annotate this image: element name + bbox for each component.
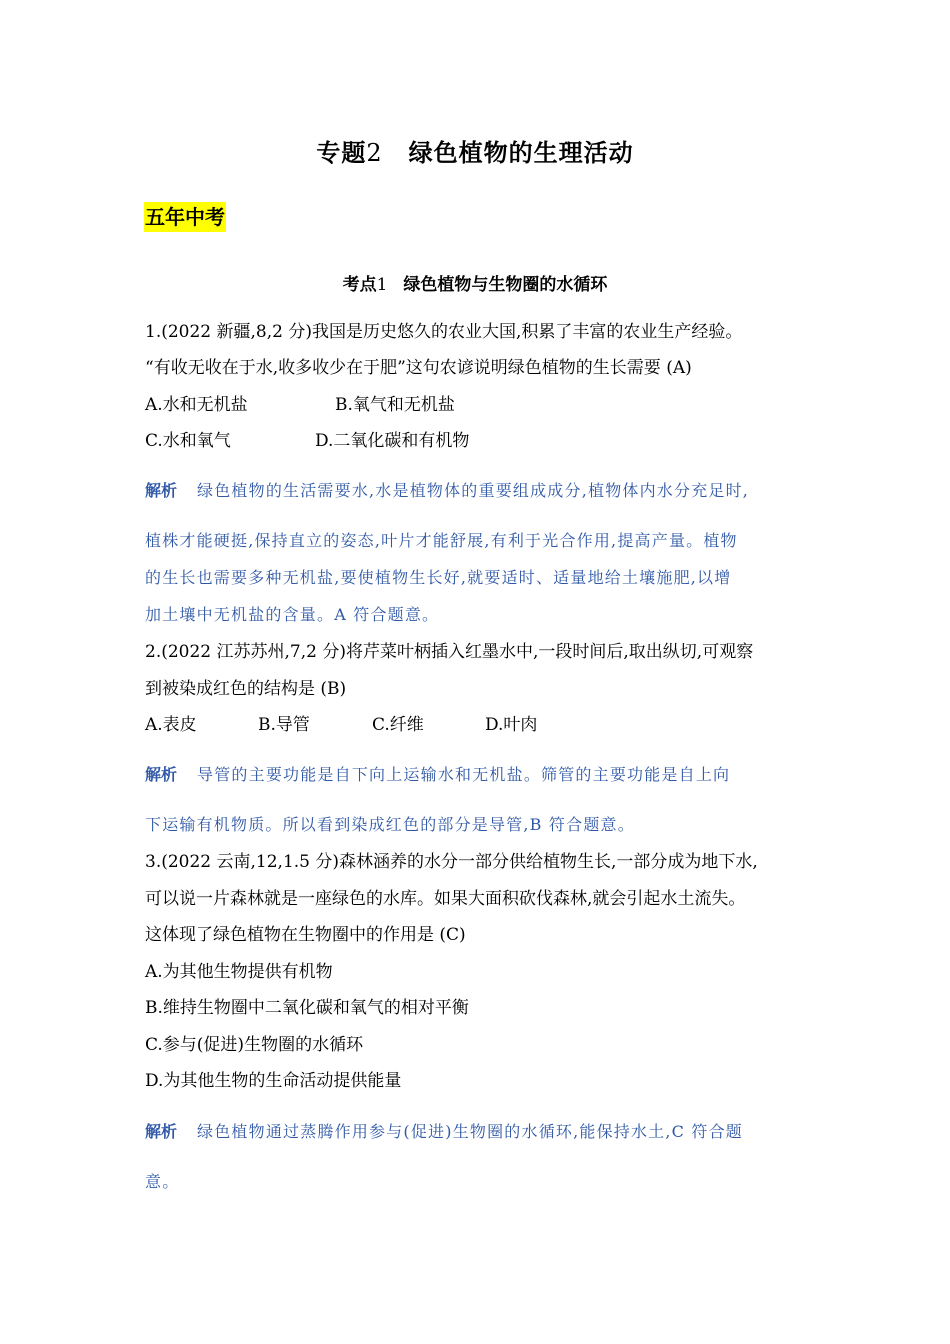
q1-option-c: C.水和氧气 bbox=[145, 431, 231, 451]
exam-badge: 五年中考 bbox=[144, 202, 226, 232]
q3-option-d: D.为其他生物的生命活动提供能量 bbox=[145, 1071, 402, 1091]
a2-line2: 下运输有机物质。所以看到染成红色的部分是导管,B 符合题意。 bbox=[145, 815, 635, 834]
a2-tag: 解析 bbox=[145, 765, 178, 784]
a1-line4: 加土壤中无机盐的含量。A 符合题意。 bbox=[145, 605, 440, 624]
title-name: 绿色植物的生理活动 bbox=[408, 139, 634, 167]
q3-option-c: C.参与(促进)生物圈的水循环 bbox=[145, 1035, 364, 1055]
a2-text1: 导管的主要功能是自下向上运输水和无机盐。筛管的主要功能是自上向 bbox=[197, 765, 731, 784]
a1-text1: 绿色植物的生活需要水,水是植物体的重要组成成分,植物体内水分充足时, bbox=[197, 481, 750, 500]
q1-options-row1 bbox=[145, 393, 455, 417]
q1-line1: 1.(2022 新疆,8,2 分)我国是历史悠久的农业大国,积累了丰富的农业生产经验。 bbox=[145, 322, 743, 342]
section-number: 1 bbox=[376, 275, 388, 295]
q2-option-c: C.纤维 bbox=[372, 715, 424, 735]
page-title bbox=[0, 133, 950, 168]
a3-text1: 绿色植物通过蒸腾作用参与(促进)生物圈的水循环,能保持水土,C 符合题 bbox=[197, 1122, 744, 1141]
title-prefix: 专题 bbox=[316, 139, 367, 167]
a3-line1 bbox=[145, 1120, 743, 1144]
a3-tag: 解析 bbox=[145, 1122, 178, 1141]
q3-line3: 这体现了绿色植物在生物圈中的作用是 (C) bbox=[145, 925, 466, 945]
q1-option-b: B.氧气和无机盐 bbox=[335, 395, 455, 415]
q1-options-row2 bbox=[145, 429, 469, 453]
q2-options bbox=[145, 713, 537, 737]
a1-line3: 的生长也需要多种无机盐,要使植物生长好,就要适时、适量地给土壤施肥,以增 bbox=[145, 568, 732, 587]
a3-line2: 意。 bbox=[145, 1172, 180, 1191]
section-prefix: 考点 bbox=[342, 275, 377, 295]
section-heading bbox=[0, 270, 950, 295]
a1-line2: 植株才能硬挺,保持直立的姿态,叶片才能舒展,有利于光合作用,提高产量。植物 bbox=[145, 531, 738, 550]
a1-line1 bbox=[145, 479, 749, 503]
q2-option-a: A.表皮 bbox=[145, 715, 197, 735]
q1-line2: “有收无收在于水,收多收少在于肥”这句农谚说明绿色植物的生长需要 (A) bbox=[145, 358, 692, 378]
q2-option-d: D.叶肉 bbox=[485, 715, 538, 735]
q2-option-b: B.导管 bbox=[258, 715, 310, 735]
q3-line2: 可以说一片森林就是一座绿色的水库。如果大面积砍伐森林,就会引起水土流失。 bbox=[145, 889, 746, 909]
q2-line2: 到被染成红色的结构是 (B) bbox=[145, 679, 347, 699]
q1-option-a: A.水和无机盐 bbox=[145, 395, 248, 415]
q3-option-b: B.维持生物圈中二氧化碳和氧气的相对平衡 bbox=[145, 998, 469, 1018]
a1-tag: 解析 bbox=[145, 481, 178, 500]
a2-line1 bbox=[145, 763, 730, 787]
q1-option-d: D.二氧化碳和有机物 bbox=[315, 431, 470, 451]
section-name: 绿色植物与生物圈的水循环 bbox=[403, 275, 608, 295]
q3-option-a: A.为其他生物提供有机物 bbox=[145, 962, 333, 982]
q2-line1: 2.(2022 江苏苏州,7,2 分)将芹菜叶柄插入红墨水中,一段时间后,取出纵切,可观察 bbox=[145, 642, 754, 662]
q3-line1: 3.(2022 云南,12,1.5 分)森林涵养的水分一部分供给植物生长,一部分成为地下水, bbox=[145, 852, 758, 872]
title-number: 2 bbox=[366, 139, 383, 167]
